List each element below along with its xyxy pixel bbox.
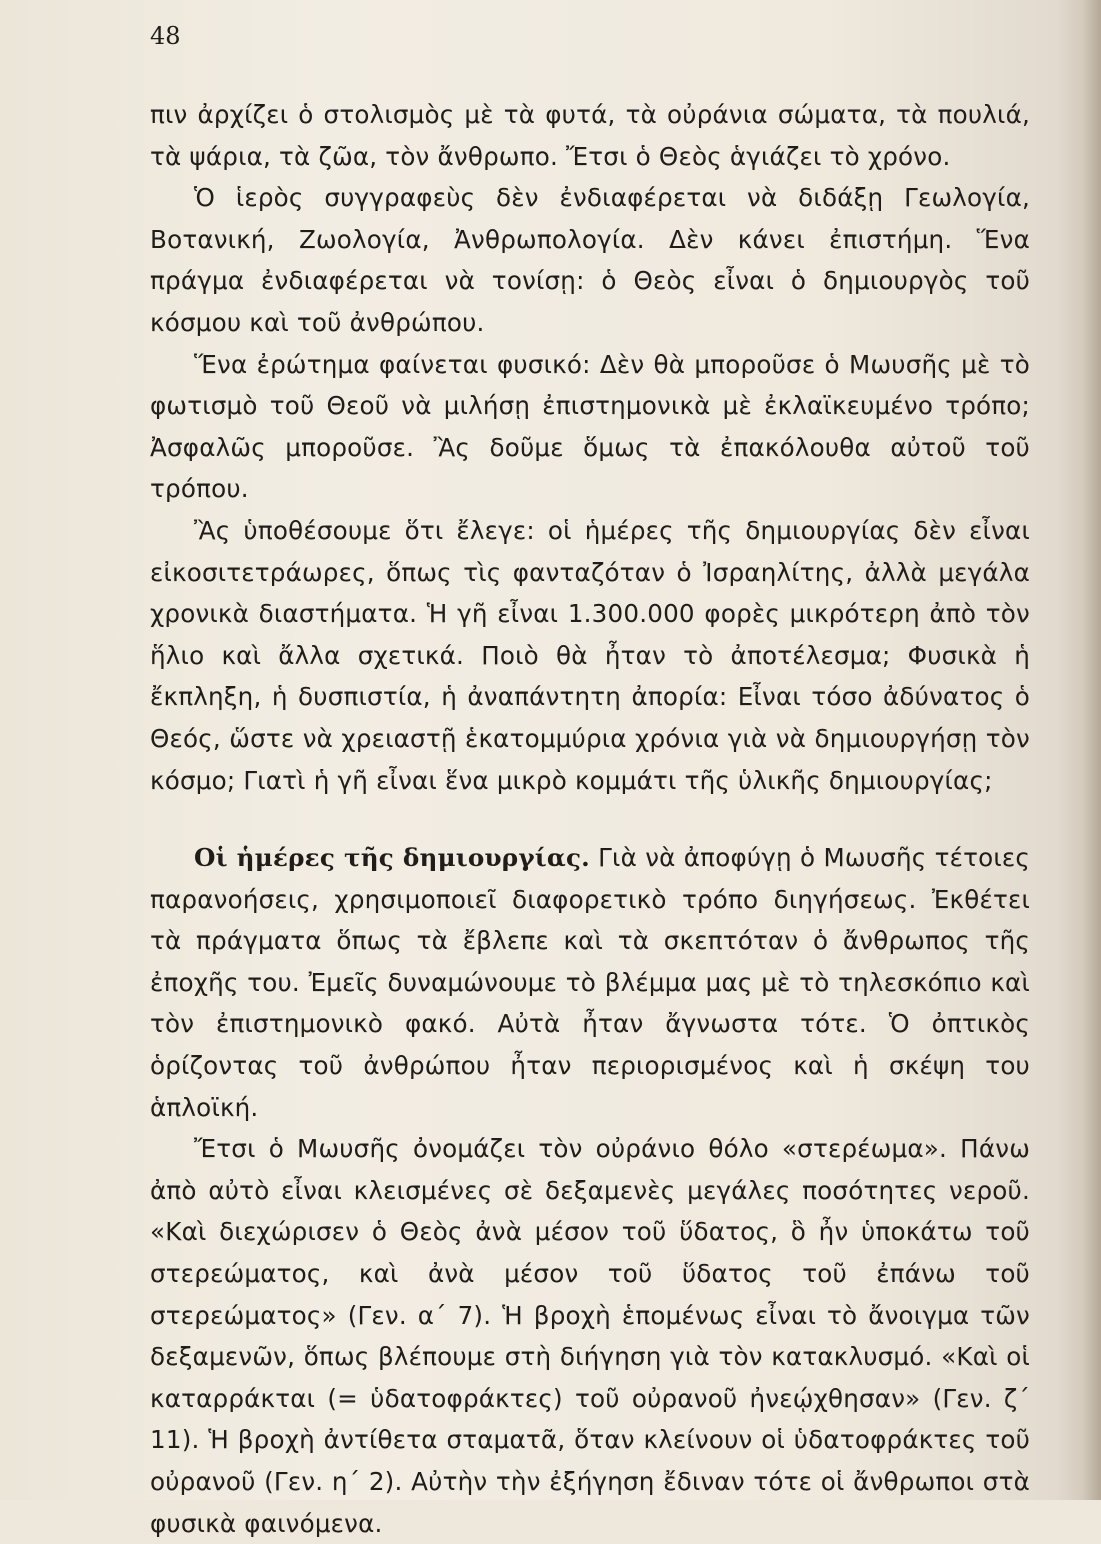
paragraph-question: Ἕνα ἐρώτημα φαίνεται φυσικό: Δὲν θὰ μποροῦσε ὁ Μωυσῆς μὲ τὸ φωτισμὸ τοῦ Θεοῦ νὰ μιλήσῃ ἐπιστημονικὰ μὲ ἐκλαϊκευμένο τρόπο; Ἀσφαλῶς μποροῦσε. Ἂς δοῦμε ὅμως τὰ ἐπακόλουθα αὐτοῦ τοῦ τρόπου. [150, 349, 1030, 504]
paragraph-sacred-writer: Ὁ ἱερὸς συγγραφεὺς δὲν ἐνδιαφέρεται νὰ διδάξῃ Γεωλογία, Βοτανική, Ζωολογία, Ἀνθρωπολογία. Δὲν κάνει ἐπιστήμη. Ἕνα πράγμα ἐνδιαφέρεται νὰ τονίσῃ: ὁ Θεὸς εἶναι ὁ δημιουργὸς τοῦ κόσμου καὶ τοῦ ἀνθρώπου. [150, 183, 1030, 337]
body-text [150, 94, 1030, 1544]
section-text: Γιὰ νὰ ἀποφύγῃ ὁ Μωυσῆς τέτοιες παρανοήσεις, χρησιμοποιεῖ διαφορετικὸ τρόπο διηγήσεως. Ἐκθέτει τὰ πράγματα ὅπως τὰ ἔβλεπε καὶ τὰ σκεπτόταν ὁ ἄνθρωπος τῆς ἐποχῆς του. Ἐμεῖς δυναμώνουμε τὸ βλέμμα μας μὲ τὸ τηλεσκόπιο καὶ τὸν ἐπιστημονικὸ φακό. Αὐτὰ ἦταν ἄγνωστα τότε. Ὁ ὀπτικὸς ὁρίζοντας τοῦ ἀνθρώπου ἦταν περιορισμένος καὶ ἡ σκέψη του ἁπλοϊκή. [150, 843, 1030, 1122]
page-number: 48 [150, 22, 181, 50]
section-paragraph [150, 837, 1030, 1128]
paragraph-firmament: Ἔτσι ὁ Μωυσῆς ὀνομάζει τὸν οὐράνιο θόλο «στερέωμα». Πάνω ἀπὸ αὐτὸ εἶναι κλεισμένες σὲ δεξαμενὲς μεγάλες ποσότητες νεροῦ. «Καὶ διεχώρισεν ὁ Θεὸς ἀνὰ μέσον τοῦ ὕδατος, ὃ ἦν ὑποκάτω τοῦ στερεώματος, καὶ ἀνὰ μέσον τοῦ ὕδατος τοῦ ἐπάνω τοῦ στερεώματος» (Γεν. α΄ 7). Ἡ βροχὴ ἑπομένως εἶναι τὸ ἄνοιγμα τῶν δεξαμενῶν, ὅπως βλέπουμε στὴ διήγηση γιὰ τὸν κατακλυσμό. «Καὶ οἱ καταρράκται (= ὑδατοφράκτες) τοῦ οὐρανοῦ ἠνεῴχθησαν» (Γεν. ζ΄ 11). Ἡ βροχὴ ἀντίθετα σταματᾶ, ὅταν κλείνουν οἱ ὑδατοφράκτες τοῦ οὐρανοῦ (Γεν. η΄ 2). Αὐτὴν τὴν ἐξήγηση ἔδιναν τότε οἱ ἄνθρωποι στὰ φυσικὰ φαινόμενα. [150, 1134, 1030, 1538]
page-edge-shadow [1083, 0, 1101, 1500]
section-heading: Οἱ ἡμέρες τῆς δημιουργίας. [194, 843, 590, 873]
paragraph-continuation: πιν ἀρχίζει ὁ στολισμὸς μὲ τὰ φυτά, τὰ οὐράνια σώματα, τὰ πουλιά, τὰ ψάρια, τὰ ζῶα, τὸν ἄνθρωπο. Ἔτσι ὁ Θεὸς ἁγιάζει τὸ χρόνο. [150, 100, 1030, 171]
paragraph-hypothesis: Ἂς ὑποθέσουμε ὅτι ἔλεγε: οἱ ἡμέρες τῆς δημιουργίας δὲν εἶναι εἰκοσιτετράωρες, ὅπως τὶς φανταζόταν ὁ Ἰσραηλίτης, ἀλλὰ μεγάλα χρονικὰ διαστήματα. Ἡ γῆ εἶναι 1.300.000 φορὲς μικρότερη ἀπὸ τὸν ἥλιο καὶ ἄλλα σχετικά. Ποιὸ θὰ ἦταν τὸ ἀποτέλεσμα; Φυσικὰ ἡ ἔκπληξη, ἡ δυσπιστία, ἡ ἀναπάντητη ἀπορία: Εἶναι τόσο ἀδύνατος ὁ Θεός, ὥστε νὰ χρειαστῇ ἑκατομμύρια χρόνια γιὰ νὰ δημιουργήσῃ τὸν κόσμο; Γιατὶ ἡ γῆ εἶναι ἕνα μικρὸ κομμάτι τῆς ὑλικῆς δημιουργίας; [150, 515, 1030, 795]
